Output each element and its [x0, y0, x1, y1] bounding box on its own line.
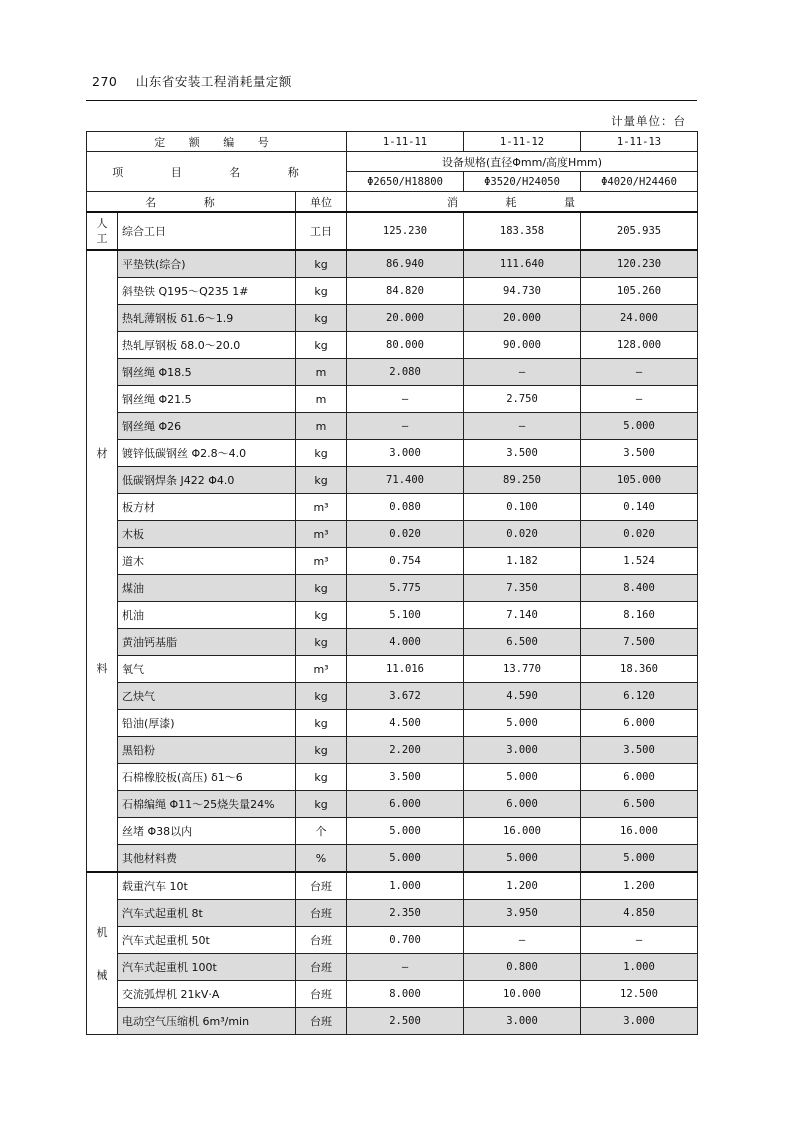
- resource-name: 氧气: [118, 656, 296, 683]
- spec-value: Φ2650/H18800: [347, 172, 464, 192]
- resource-name: 汽车式起重机 100t: [118, 954, 296, 981]
- consumption-value: 0.100: [464, 494, 581, 521]
- table-row: [87, 710, 698, 737]
- resource-unit: %: [296, 845, 347, 873]
- table-row: [87, 764, 698, 791]
- consumption-value: 2.500: [347, 1008, 464, 1035]
- consumption-value: 3.000: [347, 440, 464, 467]
- table-row: [87, 413, 698, 440]
- table-row: [87, 872, 698, 900]
- resource-unit: m: [296, 359, 347, 386]
- table-row: [87, 332, 698, 359]
- quota-code: 1-11-11: [347, 132, 464, 152]
- resource-unit: kg: [296, 683, 347, 710]
- consumption-value: 1.000: [347, 872, 464, 900]
- table-row: [87, 305, 698, 332]
- resource-unit: kg: [296, 575, 347, 602]
- category-char: 材: [96, 447, 108, 460]
- consumption-value: 105.000: [581, 467, 698, 494]
- page-header: [92, 72, 292, 90]
- consumption-value: 6.000: [581, 764, 698, 791]
- consumption-value: 3.000: [581, 1008, 698, 1035]
- table-row: [87, 521, 698, 548]
- resource-unit: kg: [296, 737, 347, 764]
- table-row: [87, 440, 698, 467]
- table-row: [87, 927, 698, 954]
- table-row: [87, 602, 698, 629]
- category-cell: [87, 212, 118, 250]
- consumption-value: —: [464, 927, 581, 954]
- table-row: [87, 359, 698, 386]
- resource-unit: kg: [296, 305, 347, 332]
- resource-name: 丝堵 Φ38以内: [118, 818, 296, 845]
- consumption-value: 0.080: [347, 494, 464, 521]
- consumption-value: 6.120: [581, 683, 698, 710]
- category-char: 人: [96, 217, 108, 230]
- resource-name: 铅油(厚漆): [118, 710, 296, 737]
- table-row: [87, 818, 698, 845]
- consumption-value: 3.000: [464, 1008, 581, 1035]
- consumption-value: 1.182: [464, 548, 581, 575]
- table-row: [87, 548, 698, 575]
- consumption-value: 16.000: [464, 818, 581, 845]
- consumption-value: 4.590: [464, 683, 581, 710]
- resource-unit: kg: [296, 791, 347, 818]
- resource-name: 钢丝绳 Φ26: [118, 413, 296, 440]
- consumption-value: 90.000: [464, 332, 581, 359]
- resource-unit: kg: [296, 467, 347, 494]
- consumption-value: 2.200: [347, 737, 464, 764]
- quota-no-label: 定 额 编 号: [87, 132, 347, 152]
- consumption-value: 0.754: [347, 548, 464, 575]
- resource-unit: m: [296, 386, 347, 413]
- resource-name: 石棉橡胶板(高压) δ1～6: [118, 764, 296, 791]
- resource-name: 热轧薄钢板 δ1.6～1.9: [118, 305, 296, 332]
- resource-name: 其他材料费: [118, 845, 296, 873]
- resource-unit: 台班: [296, 981, 347, 1008]
- consumption-value: 5.775: [347, 575, 464, 602]
- spec-value: Φ4020/H24460: [581, 172, 698, 192]
- page-number: 270: [92, 74, 118, 89]
- col-unit-label: 单位: [296, 192, 347, 213]
- resource-name: 煤油: [118, 575, 296, 602]
- col-consumption-label: 消 耗 量: [347, 192, 698, 213]
- resource-unit: 台班: [296, 900, 347, 927]
- consumption-value: 18.360: [581, 656, 698, 683]
- consumption-value: 3.672: [347, 683, 464, 710]
- resource-name: 黑铅粉: [118, 737, 296, 764]
- consumption-value: 3.500: [464, 440, 581, 467]
- table-row: [87, 954, 698, 981]
- consumption-value: 20.000: [347, 305, 464, 332]
- resource-unit: kg: [296, 440, 347, 467]
- resource-unit: m³: [296, 548, 347, 575]
- table-row: [87, 981, 698, 1008]
- consumption-value: 4.500: [347, 710, 464, 737]
- consumption-value: 5.100: [347, 602, 464, 629]
- category-cell: [87, 872, 118, 1035]
- consumption-value: 12.500: [581, 981, 698, 1008]
- consumption-value: 6.000: [347, 791, 464, 818]
- resource-name: 钢丝绳 Φ18.5: [118, 359, 296, 386]
- resource-name: 钢丝绳 Φ21.5: [118, 386, 296, 413]
- consumption-value: 6.500: [581, 791, 698, 818]
- consumption-value: —: [464, 359, 581, 386]
- item-name-row: [87, 152, 698, 172]
- consumption-value: 3.500: [581, 737, 698, 764]
- resource-unit: m³: [296, 494, 347, 521]
- resource-name: 低碳钢焊条 J422 Φ4.0: [118, 467, 296, 494]
- resource-unit: 台班: [296, 927, 347, 954]
- category-char: 工: [96, 232, 108, 245]
- consumption-value: 86.940: [347, 250, 464, 278]
- spec-label: 设备规格(直径Φmm/高度Hmm): [347, 152, 698, 172]
- resource-unit: 个: [296, 818, 347, 845]
- table-row: [87, 791, 698, 818]
- resource-unit: 台班: [296, 1008, 347, 1035]
- table-row: [87, 212, 698, 250]
- consumption-value: 5.000: [581, 845, 698, 873]
- consumption-value: 1.524: [581, 548, 698, 575]
- consumption-value: 6.000: [464, 791, 581, 818]
- table-row: [87, 250, 698, 278]
- consumption-value: 89.250: [464, 467, 581, 494]
- consumption-value: 4.850: [581, 900, 698, 927]
- resource-name: 石棉编绳 Φ11～25烧失量24%: [118, 791, 296, 818]
- consumption-value: 3.500: [347, 764, 464, 791]
- consumption-value: 6.500: [464, 629, 581, 656]
- unit-label: 计量单位：台: [611, 114, 686, 128]
- category-cell: [87, 250, 118, 872]
- resource-name: 汽车式起重机 50t: [118, 927, 296, 954]
- consumption-value: 84.820: [347, 278, 464, 305]
- consumption-value: —: [347, 954, 464, 981]
- consumption-value: 7.140: [464, 602, 581, 629]
- resource-unit: kg: [296, 710, 347, 737]
- consumption-value: —: [347, 413, 464, 440]
- consumption-value: 183.358: [464, 212, 581, 250]
- quota-no-row: [87, 132, 698, 152]
- consumption-value: 128.000: [581, 332, 698, 359]
- consumption-value: 80.000: [347, 332, 464, 359]
- table-row: [87, 386, 698, 413]
- resource-name: 平垫铁(综合): [118, 250, 296, 278]
- consumption-value: 5.000: [464, 710, 581, 737]
- consumption-value: 7.350: [464, 575, 581, 602]
- consumption-value: 5.000: [347, 818, 464, 845]
- consumption-value: 0.020: [347, 521, 464, 548]
- resource-unit: kg: [296, 278, 347, 305]
- consumption-value: 4.000: [347, 629, 464, 656]
- resource-name: 汽车式起重机 8t: [118, 900, 296, 927]
- consumption-value: —: [581, 386, 698, 413]
- consumption-value: 3.000: [464, 737, 581, 764]
- consumption-value: —: [464, 413, 581, 440]
- resource-name: 交流弧焊机 21kV·A: [118, 981, 296, 1008]
- quota-code: 1-11-13: [581, 132, 698, 152]
- resource-name: 板方材: [118, 494, 296, 521]
- resource-name: 热轧厚钢板 δ8.0～20.0: [118, 332, 296, 359]
- resource-unit: m³: [296, 521, 347, 548]
- consumption-value: 8.000: [347, 981, 464, 1008]
- quota-table: [86, 131, 698, 1035]
- consumption-value: 3.500: [581, 440, 698, 467]
- table-row: [87, 900, 698, 927]
- resource-name: 镀锌低碳钢丝 Φ2.8～4.0: [118, 440, 296, 467]
- resource-unit: kg: [296, 764, 347, 791]
- resource-unit: 工日: [296, 212, 347, 250]
- consumption-value: 20.000: [464, 305, 581, 332]
- resource-name: 木板: [118, 521, 296, 548]
- consumption-value: 6.000: [581, 710, 698, 737]
- resource-unit: kg: [296, 602, 347, 629]
- consumption-value: 7.500: [581, 629, 698, 656]
- resource-name: 电动空气压缩机 6m³/min: [118, 1008, 296, 1035]
- consumption-value: 1.200: [581, 872, 698, 900]
- consumption-value: 2.080: [347, 359, 464, 386]
- consumption-value: 10.000: [464, 981, 581, 1008]
- resource-unit: m: [296, 413, 347, 440]
- consumption-value: 0.140: [581, 494, 698, 521]
- consumption-value: 111.640: [464, 250, 581, 278]
- header-rule: [86, 100, 697, 101]
- quota-code: 1-11-12: [464, 132, 581, 152]
- resource-name: 综合工日: [118, 212, 296, 250]
- consumption-value: 0.020: [581, 521, 698, 548]
- item-name-label: 项 目 名 称: [87, 152, 347, 192]
- resource-name: 黄油钙基脂: [118, 629, 296, 656]
- resource-unit: 台班: [296, 872, 347, 900]
- resource-unit: kg: [296, 629, 347, 656]
- resource-unit: kg: [296, 250, 347, 278]
- resource-name: 道木: [118, 548, 296, 575]
- consumption-value: 0.700: [347, 927, 464, 954]
- resource-unit: m³: [296, 656, 347, 683]
- consumption-value: 2.750: [464, 386, 581, 413]
- consumption-value: 71.400: [347, 467, 464, 494]
- resource-name: 载重汽车 10t: [118, 872, 296, 900]
- table-row: [87, 845, 698, 873]
- consumption-value: 5.000: [581, 413, 698, 440]
- consumption-value: 1.000: [581, 954, 698, 981]
- consumption-value: 0.800: [464, 954, 581, 981]
- consumption-value: 94.730: [464, 278, 581, 305]
- consumption-value: 8.400: [581, 575, 698, 602]
- consumption-value: 2.350: [347, 900, 464, 927]
- consumption-value: —: [347, 386, 464, 413]
- resource-name: 机油: [118, 602, 296, 629]
- column-header-row: [87, 192, 698, 213]
- consumption-value: 24.000: [581, 305, 698, 332]
- table-row: [87, 737, 698, 764]
- resource-unit: 台班: [296, 954, 347, 981]
- consumption-value: 105.260: [581, 278, 698, 305]
- consumption-value: 5.000: [464, 764, 581, 791]
- table-row: [87, 575, 698, 602]
- table-row: [87, 494, 698, 521]
- book-title: 山东省安装工程消耗量定额: [135, 74, 292, 89]
- table-row: [87, 467, 698, 494]
- consumption-value: —: [581, 359, 698, 386]
- consumption-value: 205.935: [581, 212, 698, 250]
- category-char: 械: [96, 968, 108, 982]
- consumption-value: 120.230: [581, 250, 698, 278]
- resource-name: 乙炔气: [118, 683, 296, 710]
- consumption-value: 1.200: [464, 872, 581, 900]
- spec-value: Φ3520/H24050: [464, 172, 581, 192]
- consumption-value: 5.000: [464, 845, 581, 873]
- consumption-value: 125.230: [347, 212, 464, 250]
- consumption-value: 5.000: [347, 845, 464, 873]
- consumption-value: 8.160: [581, 602, 698, 629]
- table-row: [87, 656, 698, 683]
- table-row: [87, 683, 698, 710]
- consumption-value: 0.020: [464, 521, 581, 548]
- consumption-value: 3.950: [464, 900, 581, 927]
- resource-name: 斜垫铁 Q195～Q235 1#: [118, 278, 296, 305]
- category-char: 机: [96, 925, 108, 939]
- consumption-value: 16.000: [581, 818, 698, 845]
- col-name-label: 名 称: [87, 192, 296, 213]
- category-char: 料: [96, 662, 108, 675]
- resource-unit: kg: [296, 332, 347, 359]
- consumption-value: 11.016: [347, 656, 464, 683]
- consumption-value: —: [581, 927, 698, 954]
- table-row: [87, 1008, 698, 1035]
- table-row: [87, 629, 698, 656]
- consumption-value: 13.770: [464, 656, 581, 683]
- table-row: [87, 278, 698, 305]
